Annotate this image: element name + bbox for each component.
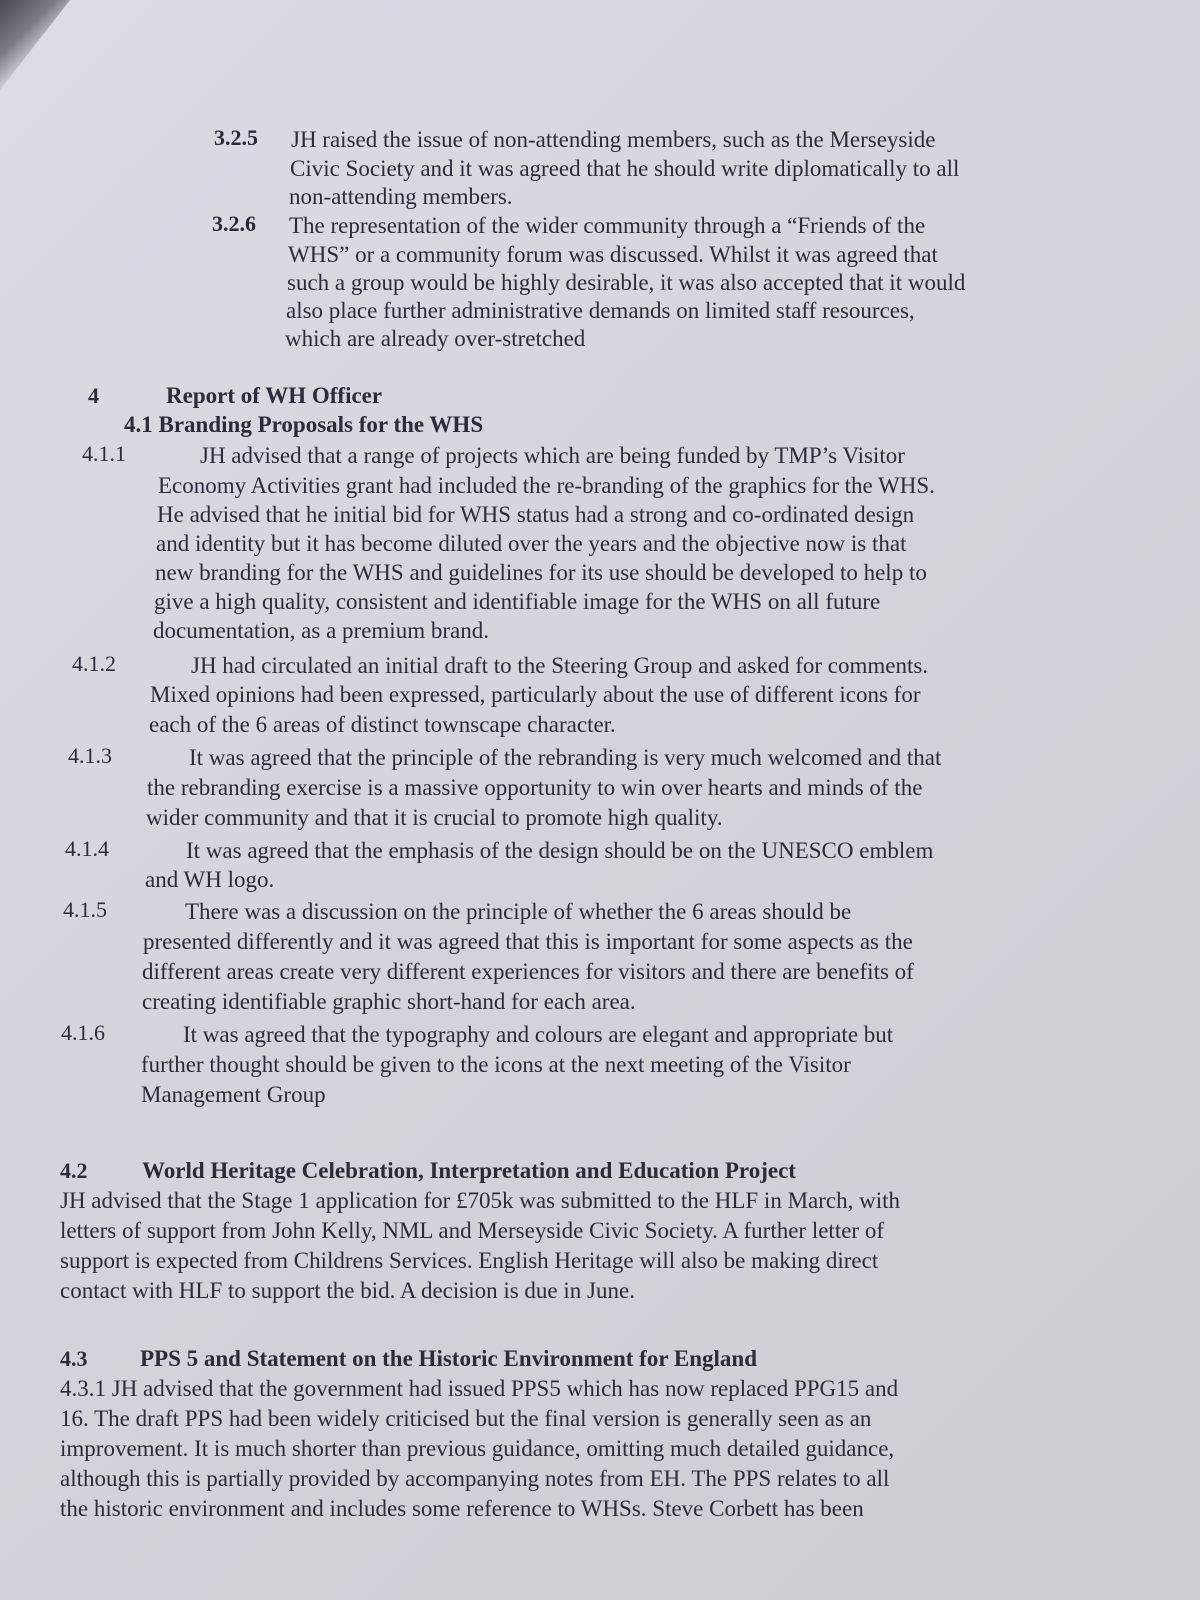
paragraph-line: letters of support from John Kelly, NML and Merseyside Civic Society. A further letter of — [60, 1218, 884, 1243]
paragraph-line: the rebranding exercise is a massive opportunity to win over hearts and minds of the — [147, 775, 923, 800]
paragraph-line: contact with HLF to support the bid. A decision is due in June. — [60, 1278, 635, 1303]
section-number: 4.1.3 — [68, 743, 112, 768]
paragraph-line: different areas create very different experiences for visitors and there are benefits of — [142, 959, 914, 984]
paragraph-line: non-attending members. — [289, 184, 513, 209]
section-number: 4.3 — [60, 1346, 88, 1371]
paragraph-line: presented differently and it was agreed that this is important for some aspects as the — [143, 929, 913, 954]
paragraph-line: 4.3.1 JH advised that the government had issued PPS5 which has now replaced PPG15 and — [60, 1376, 899, 1401]
paragraph-line: Economy Activities grant had included the re-branding of the graphics for the WHS. — [158, 473, 935, 498]
paragraph-line: each of the 6 areas of distinct townscape character. — [149, 712, 616, 737]
paragraph-line: creating identifiable graphic short-hand for each area. — [142, 989, 636, 1014]
paragraph-line: 16. The draft PPS had been widely criticised but the final version is generally seen as an — [60, 1406, 872, 1431]
paragraph-line: wider community and that it is crucial to promote high quality. — [146, 805, 723, 830]
section-title: World Heritage Celebration, Interpretation and Education Project — [142, 1158, 796, 1183]
section-number: 4.1.5 — [63, 897, 107, 922]
section-number: 4.1.4 — [65, 836, 109, 861]
paragraph-line: It was agreed that the principle of the rebranding is very much welcomed and that — [189, 745, 942, 770]
paragraph-line: also place further administrative demands on limited staff resources, — [286, 298, 915, 323]
paragraph-line: Civic Society and it was agreed that he should write diplomatically to all — [290, 156, 960, 181]
paragraph-line: There was a discussion on the principle of whether the 6 areas should be — [185, 899, 852, 924]
paragraph-line: documentation, as a premium brand. — [153, 618, 489, 643]
paragraph-line: improvement. It is much shorter than previous guidance, omitting much detailed guidance, — [60, 1436, 895, 1461]
section-number: 4 — [88, 383, 99, 408]
paragraph-line: although this is partially provided by accompanying notes from EH. The PPS relates to all — [60, 1466, 890, 1491]
paragraph-line: WHS” or a community forum was discussed. Whilst it was agreed that — [288, 242, 938, 267]
paragraph-line: JH advised that a range of projects which are being funded by TMP’s Visitor — [200, 443, 905, 468]
section-number: 4.2 — [60, 1158, 88, 1183]
paragraph-line: support is expected from Childrens Services. English Heritage will also be making direct — [60, 1248, 879, 1273]
paragraph-line: which are already over-stretched — [285, 326, 586, 351]
paragraph-line: and WH logo. — [145, 867, 275, 892]
section-title: Report of WH Officer — [166, 383, 383, 408]
paragraph-line: He advised that he initial bid for WHS status had a strong and co-ordinated design — [157, 502, 915, 527]
paragraph-line: JH raised the issue of non-attending members, such as the Merseyside — [291, 127, 936, 152]
paragraph-line: It was agreed that the emphasis of the design should be on the UNESCO emblem — [186, 838, 934, 863]
subsection-title: 4.1 Branding Proposals for the WHS — [124, 412, 484, 437]
section-title: PPS 5 and Statement on the Historic Environment for England — [140, 1346, 757, 1371]
paragraph-line: Management Group — [141, 1082, 326, 1107]
paragraph-line: JH had circulated an initial draft to the Steering Group and asked for comments. — [191, 653, 929, 678]
paragraph-line: The representation of the wider community through a “Friends of the — [289, 213, 926, 238]
section-number: 4.1.6 — [61, 1020, 105, 1045]
paragraph-line: give a high quality, consistent and identifiable image for the WHS on all future — [154, 589, 881, 614]
paragraph-line: and identity but it has become diluted over the years and the objective now is that — [156, 531, 907, 556]
paragraph-line: further thought should be given to the icons at the next meeting of the Visitor — [141, 1052, 851, 1077]
section-number: 4.1.1 — [82, 441, 126, 466]
paragraph-line: new branding for the WHS and guidelines for its use should be developed to help to — [155, 560, 927, 585]
paragraph-line: such a group would be highly desirable, it was also accepted that it would — [287, 270, 966, 295]
paragraph-line: It was agreed that the typography and colours are elegant and appropriate but — [183, 1022, 894, 1047]
paragraph-line: JH advised that the Stage 1 application for £705k was submitted to the HLF in March, with — [60, 1188, 900, 1213]
section-number: 4.1.2 — [72, 651, 116, 676]
section-number: 3.2.5 — [214, 125, 258, 150]
section-number: 3.2.6 — [212, 211, 256, 236]
paragraph-line: the historic environment and includes some reference to WHSs. Steve Corbett has been — [60, 1496, 864, 1521]
paragraph-line: Mixed opinions had been expressed, particularly about the use of different icons for — [150, 682, 921, 707]
